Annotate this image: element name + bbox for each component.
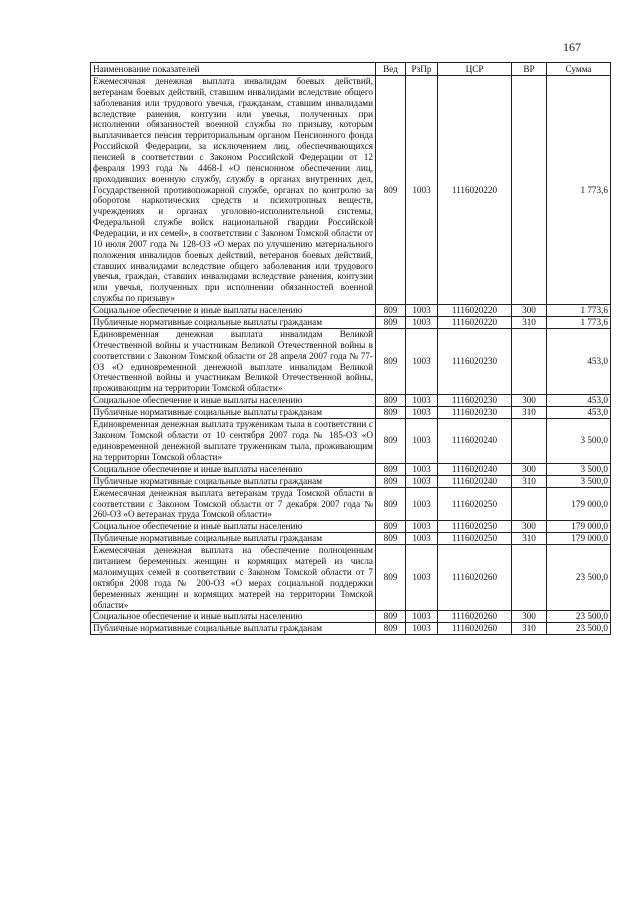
row-rzpr: 1003 (406, 611, 438, 623)
row-sum: 23 500,0 (547, 623, 611, 635)
row-ved: 809 (376, 329, 406, 395)
row-rzpr: 1003 (406, 521, 438, 533)
row-ved: 809 (376, 317, 406, 329)
row-ved: 809 (376, 521, 406, 533)
row-sum: 453,0 (547, 407, 611, 419)
row-csr: 1116020230 (438, 407, 512, 419)
table-header-row (91, 63, 611, 76)
row-vr: 300 (512, 521, 547, 533)
row-vr: 300 (512, 611, 547, 623)
row-name: Социальное обеспечение и иные выплаты населению (91, 611, 376, 623)
row-csr: 1116020260 (438, 545, 512, 611)
table-row (91, 419, 611, 463)
row-csr: 1116020240 (438, 475, 512, 487)
row-ved: 809 (376, 463, 406, 475)
row-ved: 809 (376, 407, 406, 419)
budget-table (90, 62, 611, 635)
header-name: Наименование показателей (91, 63, 376, 76)
row-sum: 1 773,6 (547, 317, 611, 329)
page-number: 167 (563, 40, 581, 54)
row-sum: 1 773,6 (547, 76, 611, 305)
row-sum: 179 000,0 (547, 521, 611, 533)
row-ved: 809 (376, 305, 406, 317)
row-rzpr: 1003 (406, 407, 438, 419)
row-name: Социальное обеспечение и иные выплаты населению (91, 305, 376, 317)
row-vr (512, 545, 547, 611)
row-csr: 1116020250 (438, 533, 512, 545)
row-name: Публичные нормативные социальные выплаты гражданам (91, 475, 376, 487)
row-name: Социальное обеспечение и иные выплаты населению (91, 521, 376, 533)
table-row (91, 521, 611, 533)
table-row (91, 487, 611, 521)
row-name: Социальное обеспечение и иные выплаты населению (91, 463, 376, 475)
row-vr (512, 329, 547, 395)
row-sum: 1 773,6 (547, 305, 611, 317)
row-csr: 1116020240 (438, 463, 512, 475)
row-rzpr: 1003 (406, 475, 438, 487)
row-sum: 453,0 (547, 395, 611, 407)
table-row (91, 317, 611, 329)
row-name: Единовременная денежная выплата труженикам тыла в соответствии с Законом Томской области от 10 сентября 2007 года № 185-ОЗ «О единовременной денежной выплате труженикам тыла, проживающим на территории Томской области» (91, 419, 376, 463)
row-rzpr: 1003 (406, 76, 438, 305)
row-ved: 809 (376, 611, 406, 623)
table-row (91, 545, 611, 611)
row-rzpr: 1003 (406, 533, 438, 545)
row-csr: 1116020230 (438, 395, 512, 407)
row-rzpr: 1003 (406, 545, 438, 611)
row-csr: 1116020240 (438, 419, 512, 463)
table-row (91, 623, 611, 635)
row-sum: 23 500,0 (547, 611, 611, 623)
row-ved: 809 (376, 395, 406, 407)
row-csr: 1116020220 (438, 305, 512, 317)
row-ved: 809 (376, 76, 406, 305)
table-row (91, 329, 611, 395)
row-name: Публичные нормативные социальные выплаты гражданам (91, 317, 376, 329)
table-row (91, 395, 611, 407)
row-rzpr: 1003 (406, 317, 438, 329)
row-rzpr: 1003 (406, 395, 438, 407)
row-ved: 809 (376, 419, 406, 463)
row-vr: 310 (512, 475, 547, 487)
row-vr: 310 (512, 623, 547, 635)
row-name: Ежемесячная денежная выплата на обеспечение полноценным питанием беременных женщин и кормящих матерей из числа малоимущих семей в соответствии с Законом Томской области от 7 октября 2008 года № 200-ОЗ «О мерах социальной поддержки беременных женщин и кормящих матерей на территории Томской области» (91, 545, 376, 611)
row-ved: 809 (376, 533, 406, 545)
row-vr: 300 (512, 305, 547, 317)
row-ved: 809 (376, 487, 406, 521)
row-sum: 3 500,0 (547, 419, 611, 463)
row-vr: 310 (512, 407, 547, 419)
row-csr: 1116020230 (438, 329, 512, 395)
row-ved: 809 (376, 623, 406, 635)
row-rzpr: 1003 (406, 305, 438, 317)
row-rzpr: 1003 (406, 329, 438, 395)
row-name: Ежемесячная денежная выплата ветеранам труда Томской области в соответствии с Законом Томской области от 7 декабря 2007 года № 260-ОЗ «О ветеранах труда Томской области» (91, 487, 376, 521)
row-sum: 3 500,0 (547, 475, 611, 487)
row-vr: 310 (512, 317, 547, 329)
row-sum: 453,0 (547, 329, 611, 395)
row-csr: 1116020260 (438, 611, 512, 623)
row-rzpr: 1003 (406, 623, 438, 635)
row-rzpr: 1003 (406, 419, 438, 463)
row-vr: 310 (512, 533, 547, 545)
row-name: Единовременная денежная выплата инвалидам Великой Отечественной войны и участникам Великой Отечественной войны в соответствии с Законом Томской области от 28 апреля 2007 года № 77-ОЗ «О единовременной денежной выплате инвалидам Великой Отечественной войны и участникам Великой Отечественной войны, проживающим на территории Томской области» (91, 329, 376, 395)
row-vr (512, 419, 547, 463)
row-csr: 1116020220 (438, 76, 512, 305)
row-vr (512, 487, 547, 521)
row-name: Ежемесячная денежная выплата инвалидам боевых действий, ветеранам боевых действий, ставшим инвалидами вследствие общего заболевания или трудового увечья, гражданам, ставшим инвалидами вследствие ранения, контузии или увечья, полученных при исполнении обязанностей военной службы по призыву, которым выплачивается пенсия территориальным органом Пенсионного фонда Российской Федерации, за исключением лиц, обеспечивающихся пенсией в соответствии с Законом Российской Федерации от 12 февраля 1993 года № 4468-I «О пенсионном обеспечении лиц, проходивших военную службу, службу в органах внутренних дел, Государственной противопожарной службе, органах по контролю за оборотом наркотических средств и психотропных веществ, учреждениях и органах уголовно-исполнительной системы, Федеральной службе войск национальной гвардии Российской Федерации, и их семей», в соответствии с Законом Томской области от 10 июля 2007 года № 128-ОЗ «О мерах по улучшению материального положения инвалидов боевых действий, ветеранов боевых действий, ставших инвалидами вследствие общего заболевания или трудового увечья, граждан, ставших инвалидами вследствие ранения, контузии или увечья, полученных при исполнении обязанностей военной службы по призыву» (91, 76, 376, 305)
header-sum: Сумма (547, 63, 611, 76)
table-row (91, 533, 611, 545)
row-name: Публичные нормативные социальные выплаты гражданам (91, 407, 376, 419)
row-ved: 809 (376, 545, 406, 611)
table-row (91, 611, 611, 623)
table-row (91, 463, 611, 475)
row-vr: 300 (512, 395, 547, 407)
row-name: Социальное обеспечение и иные выплаты населению (91, 395, 376, 407)
row-csr: 1116020220 (438, 317, 512, 329)
row-vr (512, 76, 547, 305)
row-rzpr: 1003 (406, 487, 438, 521)
header-rzpr: РзПр (406, 63, 438, 76)
row-sum: 3 500,0 (547, 463, 611, 475)
row-ved: 809 (376, 475, 406, 487)
row-csr: 1116020260 (438, 623, 512, 635)
header-vr: ВР (512, 63, 547, 76)
header-ved: Вед (376, 63, 406, 76)
row-sum: 23 500,0 (547, 545, 611, 611)
row-csr: 1116020250 (438, 521, 512, 533)
row-name: Публичные нормативные социальные выплаты гражданам (91, 623, 376, 635)
table-row (91, 407, 611, 419)
row-sum: 179 000,0 (547, 533, 611, 545)
row-sum: 179 000,0 (547, 487, 611, 521)
table-row (91, 475, 611, 487)
table-row (91, 305, 611, 317)
row-rzpr: 1003 (406, 463, 438, 475)
header-csr: ЦСР (438, 63, 512, 76)
row-vr: 300 (512, 463, 547, 475)
table-row (91, 76, 611, 305)
row-name: Публичные нормативные социальные выплаты гражданам (91, 533, 376, 545)
row-csr: 1116020250 (438, 487, 512, 521)
